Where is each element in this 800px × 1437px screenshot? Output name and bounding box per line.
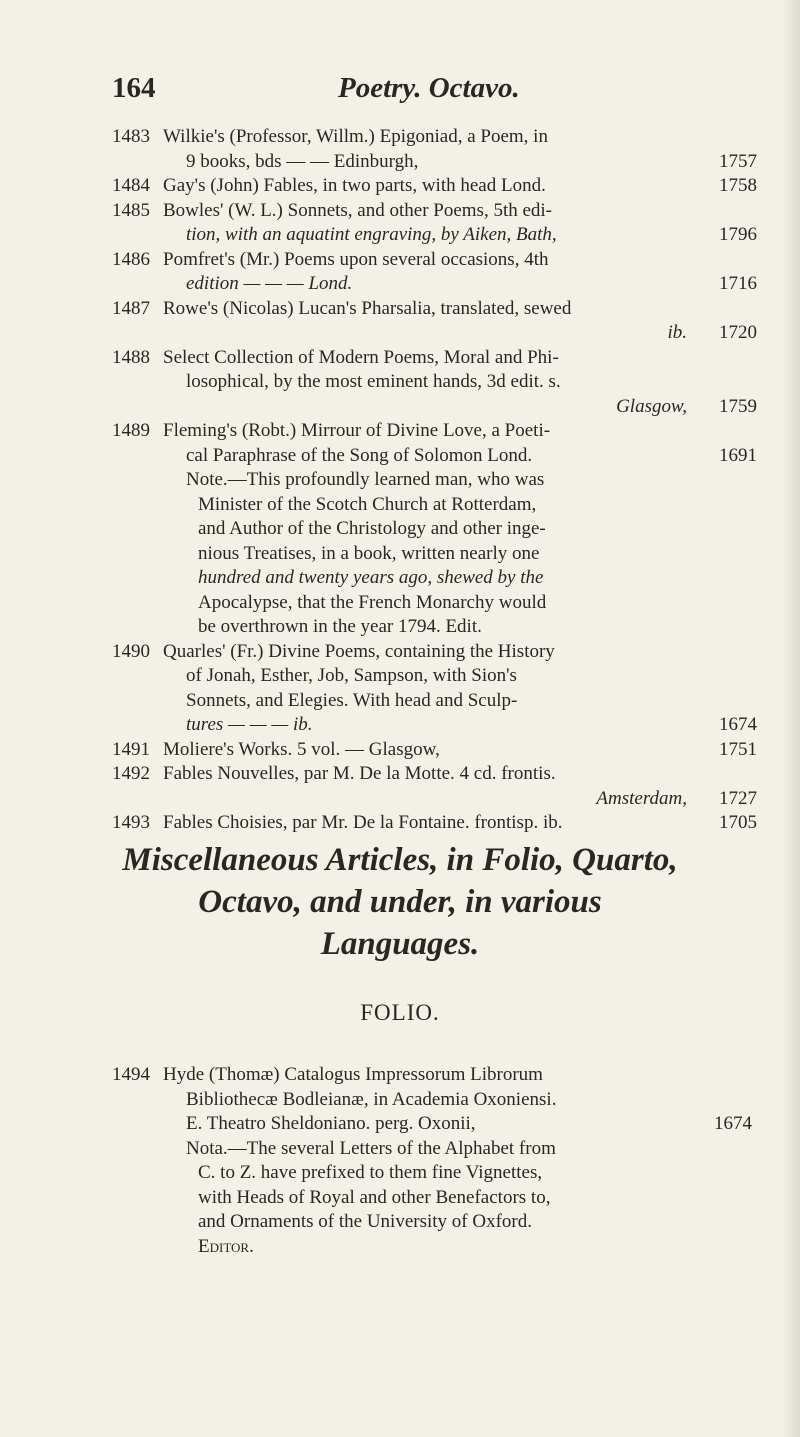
entry-line: Amsterdam, 1727 xyxy=(112,787,757,812)
folio-entries xyxy=(112,1063,752,1259)
catalogue-entry xyxy=(112,346,757,420)
entry-line: of Jonah, Esther, Job, Sampson, with Sion's xyxy=(186,665,517,686)
entry-year: 1757 xyxy=(719,150,757,172)
entry-note-line: Apocalypse, that the French Monarchy would xyxy=(198,591,547,613)
entry-line: tures — — — ib. 1674 xyxy=(112,713,757,738)
catalogue-entry xyxy=(112,738,757,763)
entry-year: 1691 xyxy=(719,444,757,466)
entry-number: 1488 xyxy=(112,346,150,368)
catalogue-entry xyxy=(112,811,757,836)
entry-year: 1758 xyxy=(719,175,757,196)
entry-line: Hyde (Thomæ) Catalogus Impressorum Librorum xyxy=(163,1064,543,1085)
section-heading-line-1: Miscellaneous Articles, in Folio, Quarto, xyxy=(122,842,678,878)
entry-line: ib. 1720 xyxy=(112,321,757,346)
section-heading-line-2: Octavo, and under, in various xyxy=(198,884,602,920)
running-title: Poetry. Octavo. xyxy=(338,72,520,104)
entry-number: 1490 xyxy=(112,640,150,662)
catalogue-entry xyxy=(112,419,757,640)
entry-line: tion, with an aquatint engraving, by Aiken, Bath, 1796 xyxy=(112,223,757,248)
entry-note-line: nious Treatises, in a book, written nearly one xyxy=(198,542,540,564)
entry-number: 1483 xyxy=(112,126,150,147)
entry-line: Bibliothecæ Bodleianæ, in Academia Oxoniensi. xyxy=(186,1088,557,1110)
catalogue-entry xyxy=(112,248,757,297)
catalogue-entry xyxy=(112,297,757,346)
entry-line: Wilkie's (Professor, Willm.) Epigoniad, a Poem, in xyxy=(163,126,548,147)
entry-line: edition — — — Lond. 1716 xyxy=(112,272,757,297)
catalogue-entry xyxy=(112,640,757,738)
entry-line: Quarles' (Fr.) Divine Poems, containing the History xyxy=(163,640,555,662)
entry-note-line: C. to Z. have prefixed to them fine Vignettes, xyxy=(198,1162,543,1183)
catalogue-entry xyxy=(112,199,757,248)
catalogue-entry xyxy=(112,1063,752,1259)
entry-note-line: Minister of the Scotch Church at Rotterdam, xyxy=(198,493,537,515)
entry-note-line: and Author of the Christology and other inge- xyxy=(198,518,546,539)
entry-line: Gay's (John) Fables, in two parts, with head Lond. 1758 xyxy=(112,174,757,199)
page-number: 164 xyxy=(112,72,156,104)
page-edge-shadow xyxy=(782,0,800,1437)
entry-note-line: be overthrown in the year 1794. Edit. xyxy=(198,616,482,637)
entry-number: 1486 xyxy=(112,248,150,270)
entry-year: 1796 xyxy=(719,224,757,245)
entry-number: 1492 xyxy=(112,763,150,784)
entry-year: 1716 xyxy=(719,273,757,294)
entry-line: Select Collection of Modern Poems, Moral and Phi- xyxy=(163,346,559,368)
entry-note-line: Editor. xyxy=(198,1235,254,1257)
catalogue-entry xyxy=(112,125,757,174)
entry-number: 1494 xyxy=(112,1064,150,1085)
entry-line: Glasgow, 1759 xyxy=(112,395,757,420)
entry-year: 1674 xyxy=(719,714,757,735)
entry-number: 1493 xyxy=(112,812,150,833)
entry-note-line: Note.—This profoundly learned man, who was xyxy=(186,469,545,490)
entry-year: 1751 xyxy=(719,738,757,760)
entry-number: 1484 xyxy=(112,175,150,196)
entry-year: 1674 xyxy=(714,1113,752,1134)
running-header xyxy=(112,72,752,112)
entry-note-line: and Ornaments of the University of Oxford. xyxy=(198,1211,533,1232)
entry-number: 1487 xyxy=(112,297,150,319)
entry-line: 9 books, bds — — Edinburgh, 1757 xyxy=(112,150,757,175)
entry-year: 1720 xyxy=(719,322,757,343)
entry-year: 1705 xyxy=(719,812,757,833)
subsection-heading: FOLIO. xyxy=(360,1000,440,1025)
catalogue-entry xyxy=(112,174,757,199)
entry-line: losophical, by the most eminent hands, 3d edit. s. xyxy=(186,371,561,392)
entry-note-line: hundred and twenty years ago, shewed by the xyxy=(198,567,544,588)
entry-line: cal Paraphrase of the Song of Solomon Lond. 1691 xyxy=(112,444,757,469)
entry-line: Moliere's Works. 5 vol. — Glasgow, 1751 xyxy=(112,738,757,763)
entry-line: E. Theatro Sheldoniano. perg. Oxonii, 1674 xyxy=(112,1112,752,1137)
catalogue-entry xyxy=(112,762,757,811)
entry-line: Bowles' (W. L.) Sonnets, and other Poems, 5th edi- xyxy=(163,199,553,221)
entry-line: Fables Nouvelles, par M. De la Motte. 4 cd. frontis. xyxy=(163,763,556,784)
entry-line: Rowe's (Nicolas) Lucan's Pharsalia, translated, sewed xyxy=(163,297,572,319)
entry-year: 1759 xyxy=(719,395,757,417)
poetry-entries xyxy=(112,125,757,836)
entry-line: Fables Choisies, par Mr. De la Fontaine. frontisp. ib. 1705 xyxy=(112,811,757,836)
entry-year: 1727 xyxy=(719,787,757,809)
entry-note-line: with Heads of Royal and other Benefactors to, xyxy=(198,1186,551,1208)
entry-note-line: Nota.—The several Letters of the Alphabet from xyxy=(186,1137,556,1159)
entry-line: Fleming's (Robt.) Mirrour of Divine Love, a Poeti- xyxy=(163,420,551,441)
entry-line: Sonnets, and Elegies. With head and Sculp- xyxy=(186,689,518,711)
entry-line: Pomfret's (Mr.) Poems upon several occasions, 4th xyxy=(163,248,549,270)
section-heading-line-3: Languages. xyxy=(320,926,480,962)
entry-number: 1489 xyxy=(112,420,150,441)
entry-number: 1485 xyxy=(112,199,150,221)
entry-number: 1491 xyxy=(112,738,150,760)
